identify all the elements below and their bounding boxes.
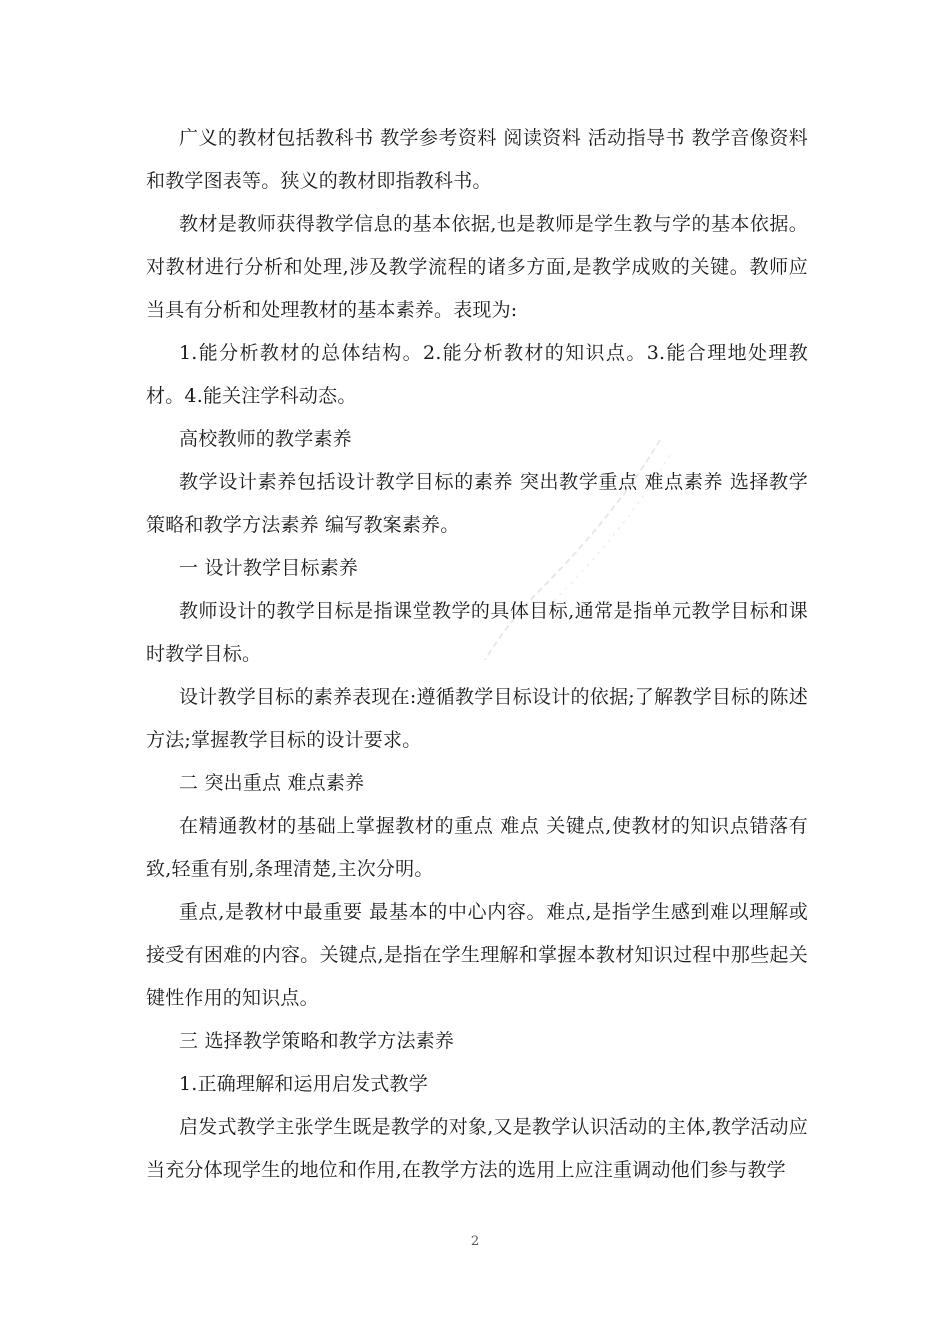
heading-section-three: 三 选择教学策略和教学方法素养 <box>179 1030 455 1052</box>
paragraph-teaching-objectives: 教师设计的教学目标是指课堂教学的具体目标,通常是指单元教学目标和课时教学目标。 <box>146 600 808 665</box>
paragraph-heuristic-teaching: 启发式教学主张学生既是教学的对象,又是教学认识活动的主体,教学活动应当充分体现学生的地位和作用,在教学方法的选用上应注重调动他们参与教学 <box>146 1116 808 1181</box>
paragraph-key-points-mastery: 在精通教材的基础上掌握教材的重点 难点 关键点,使教材的知识点错落有致,轻重有别,条理清楚,主次分明。 <box>146 815 808 880</box>
heading-teacher-literacy: 高校教师的教学素养 <box>179 428 352 450</box>
heading-section-two: 二 突出重点 难点素养 <box>179 772 365 794</box>
subheading-heuristic-teaching: 1.正确理解和运用启发式教学 <box>179 1073 428 1095</box>
paragraph-key-points-definition: 重点,是教材中最重要 最基本的中心内容。难点,是指学生感到难以理解或接受有困难的内容。关键点,是指在学生理解和掌握本教材知识过程中那些起关键性作用的知识点。 <box>146 901 808 1009</box>
document-body <box>146 117 808 1192</box>
paragraph-teaching-materials-definition: 广义的教材包括教科书 教学参考资料 阅读资料 活动指导书 教学音像资料和教学图表等。狭义的教材即指教科书。 <box>146 127 808 192</box>
paragraph-design-literacy: 教学设计素养包括设计教学目标的素养 突出教学重点 难点素养 选择教学策略和教学方法素养 编写教案素养。 <box>146 471 808 536</box>
page-number: 2 <box>470 1234 480 1249</box>
paragraph-materials-analysis-list: 1.能分析教材的总体结构。2.能分析教材的知识点。3.能合理地处理教材。4.能关注学科动态。 <box>146 342 808 407</box>
paragraph-objective-design-literacy: 设计教学目标的素养表现在:遵循教学目标设计的依据;了解教学目标的陈述方法;掌握教学目标的设计要求。 <box>146 686 808 751</box>
heading-section-one: 一 设计教学目标素养 <box>179 557 359 579</box>
paragraph-teaching-materials-basis: 教材是教师获得教学信息的基本依据,也是教师是学生教与学的基本依据。对教材进行分析和处理,涉及教学流程的诸多方面,是教学成败的关键。教师应当具有分析和处理教材的基本素养。表现为: <box>146 213 808 321</box>
